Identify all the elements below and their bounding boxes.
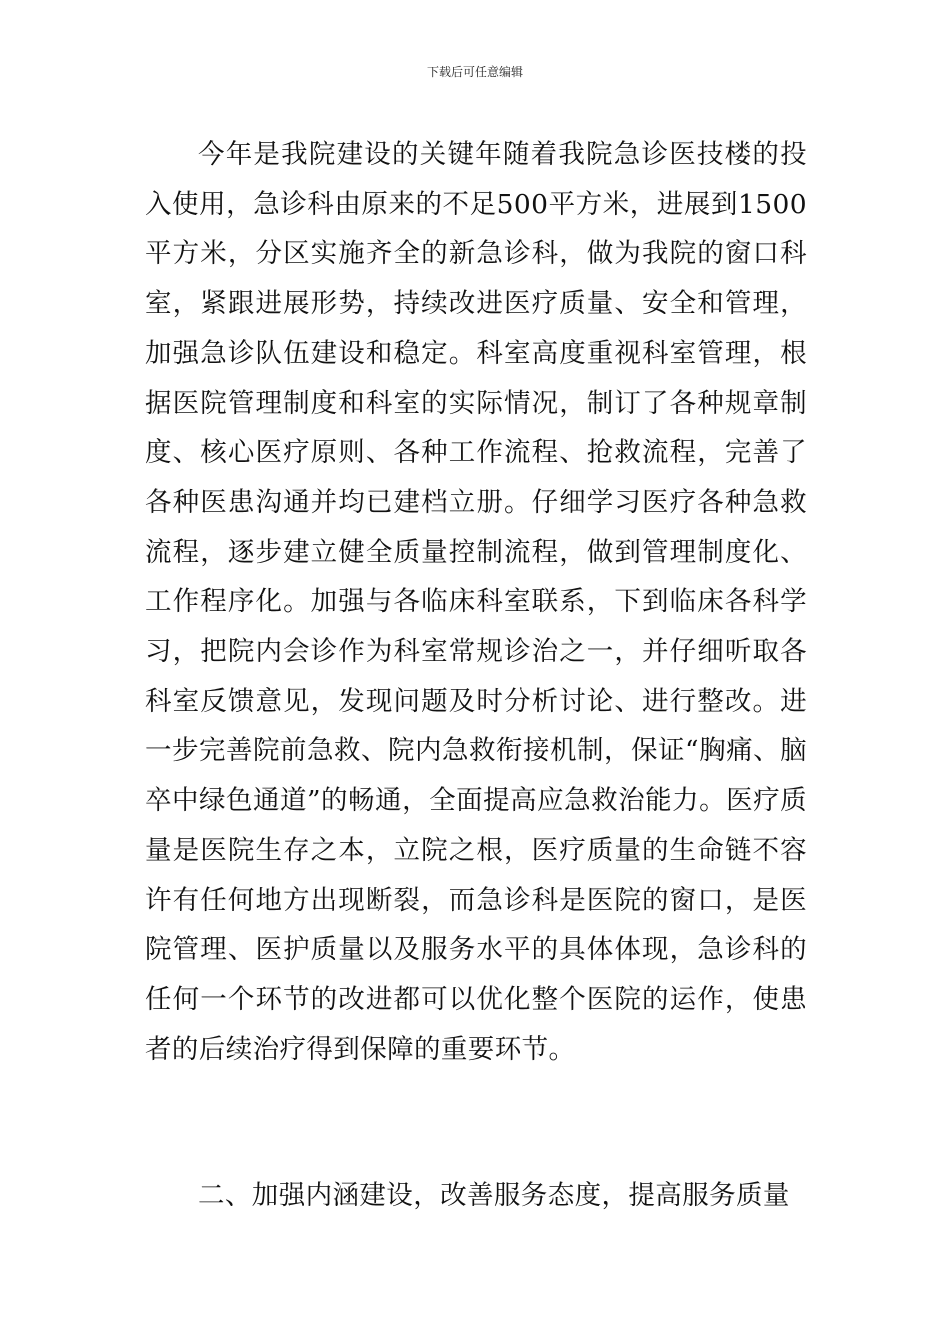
section-heading: 二、加强内涵建设，改善服务态度，提高服务质量 (198, 1180, 790, 1211)
page-header-note: 下载后可任意编辑 (426, 65, 523, 79)
body-paragraph: 今年是我院建设的关键年随着我院急诊医技楼的投入使用，急诊科由原来的不足500平方米，进展到1500平方米，分区实施齐全的新急诊科，做为我院的窗口科室，紧跟进展形势，持续改进医疗质量、安全和管理，加强急诊队伍建设和稳定。科室高度重视科室管理，根据医院管理制度和科室的实际情况，制订了各种规章制度、核心医疗原则、各种工作流程、抢救流程，完善了各种医患沟通并均已建档立册。仔细学习医疗各种急救流程，逐步建立健全质量控制流程，做到管理制度化、工作程序化。加强与各临床科室联系，下到临床各科学习，把院内会诊作为科室常规诊治之一，并仔细听取各科室反馈意见，发现问题及时分析讨论、进行整改。进一步完善院前急救、院内急救衔接机制，保证“胸痛、脑卒中绿色通道”的畅通，全面提高应急救治能力。医疗质量是医院生存之本，立院之根，医疗质量的生命链不容许有任何地方出现断裂，而急诊科是医院的窗口，是医院管理、医护质量以及服务水平的具体体现，急诊科的任何一个环节的改进都可以优化整个医院的运作，使患者的后续治疗得到保障的重要环节。 (145, 139, 807, 1065)
